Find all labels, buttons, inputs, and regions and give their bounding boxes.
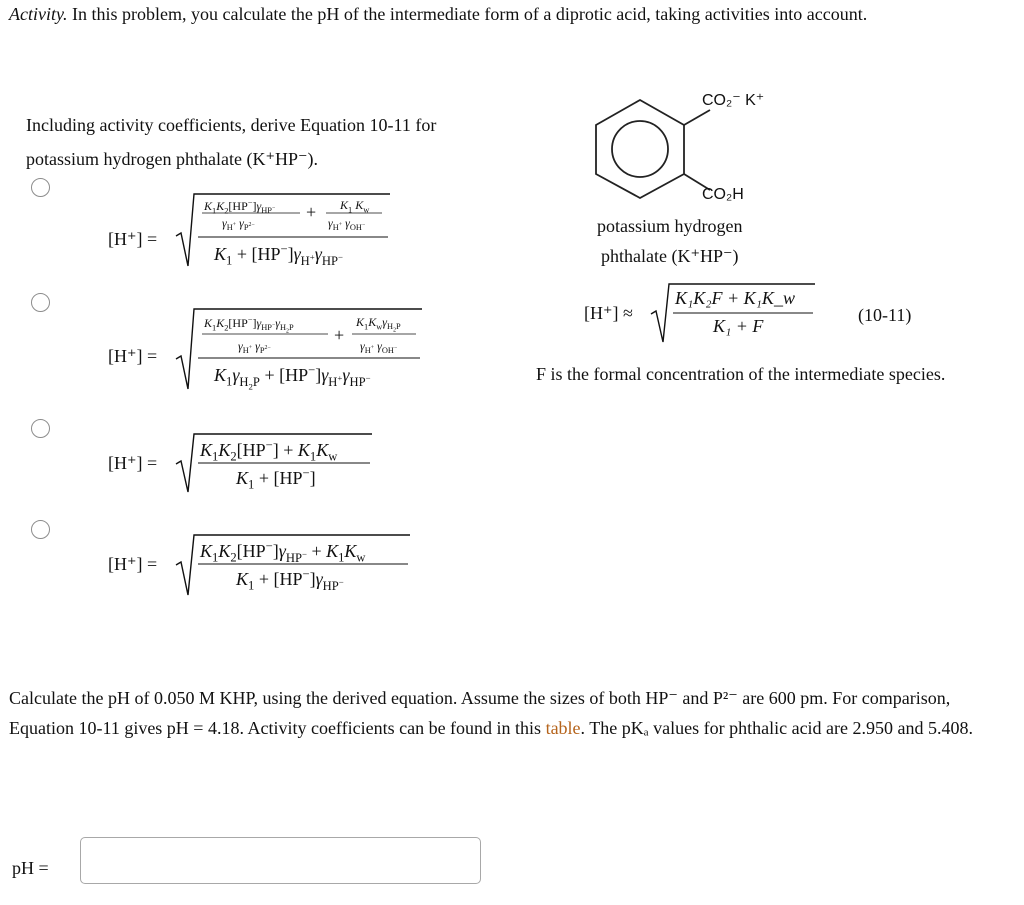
reference-equation-lhs: [H⁺] ≈: [584, 303, 633, 323]
benzene-ring-diagram: [580, 86, 800, 206]
option-a-equation: $K_1K_2[HP^-]\gamma_{HP^-}$ $\gamma_{H^+}$ $\gamma_{P^{2-}}$ + $K_1$ $K_w$ $\gamma_{H^+}$ $\gamma_{OH^-}$ $K_1 + [HP^-]\gamma_{H^+}\gamma_{HP^-}$: [176, 192, 396, 270]
ph-label: pH =: [12, 858, 49, 878]
option-a-radio[interactable]: [31, 178, 50, 197]
reference-denominator: K₁ + F: [713, 316, 764, 336]
reference-numerator: K₁K₂F + K₁K_w: [675, 288, 795, 308]
prompt-line-1: Including activity coefficients, derive Equation 10-11 for: [26, 115, 437, 135]
option-d-lhs: [H⁺] =: [108, 554, 158, 574]
option-a-lhs: [H⁺] =: [108, 229, 158, 249]
option-d-radio[interactable]: [31, 520, 50, 539]
phthalate-structure: [580, 86, 800, 206]
activity-table-link[interactable]: table: [545, 718, 581, 738]
equation-number: (10-11): [858, 305, 912, 325]
option-c-radio[interactable]: [31, 419, 50, 438]
option-c-lhs: [H⁺] =: [108, 453, 158, 473]
option-c-equation: $K_1K_2[HP^-] + K_1K_w$ $K_1 + [HP^-]$: [176, 432, 376, 494]
question-text-2: . The pKₐ values for phthalic acid are 2.950 and 5.408.: [580, 718, 974, 738]
option-d-equation: $K_1K_2[HP^-]\gamma_{HP^-} + K_1K_w$ $K_1 + [HP^-]\gamma_{HP^-}$: [176, 533, 416, 597]
option-b-lhs: [H⁺] =: [108, 346, 158, 366]
calculation-question: [9, 683, 1019, 743]
carboxylic-acid-group: CO₂H: [702, 186, 744, 203]
molecule-name-line-1: potassium hydrogen: [597, 216, 743, 236]
prompt-line-2: potassium hydrogen phthalate (K⁺HP⁻).: [26, 149, 318, 169]
formal-concentration-note: F is the formal concentration of the intermediate species.: [536, 364, 946, 384]
carboxylate-group: CO₂⁻ K⁺: [702, 92, 765, 109]
problem-header: [9, 4, 867, 25]
ph-answer-input[interactable]: [80, 837, 481, 884]
reference-equation: [651, 282, 821, 344]
derivation-prompt: [26, 108, 546, 176]
header-text: In this problem, you calculate the pH of the intermediate form of a diprotic acid, taking activities into account.: [71, 4, 868, 24]
option-b-equation: $K_1K_2[HP^-]\gamma_{HP^-}\gamma_{H_2P}$ $\gamma_{H^+}$ $\gamma_{P^{2-}}$ + $K_1K_w\gamma_{H_2P}$ $\gamma_{H^+}$ $\gamma_{OH^-}$ $K_1\gamma_{H_2P} + [HP^-]\gamma_{H^+}\gamma_{HP^-}$: [176, 307, 426, 393]
molecule-name-line-2: phthalate (K⁺HP⁻): [601, 246, 739, 266]
option-b-radio[interactable]: [31, 293, 50, 312]
activity-label: Activity.: [9, 4, 68, 24]
question-text-1: Calculate the pH of 0.050 M KHP, using the derived equation. Assume the sizes of both HP⁻ and P²⁻ are 600 pm. For comparison, Equation 10-11 gives pH = 4.18. Activity coefficients can be found in this: [9, 688, 951, 738]
